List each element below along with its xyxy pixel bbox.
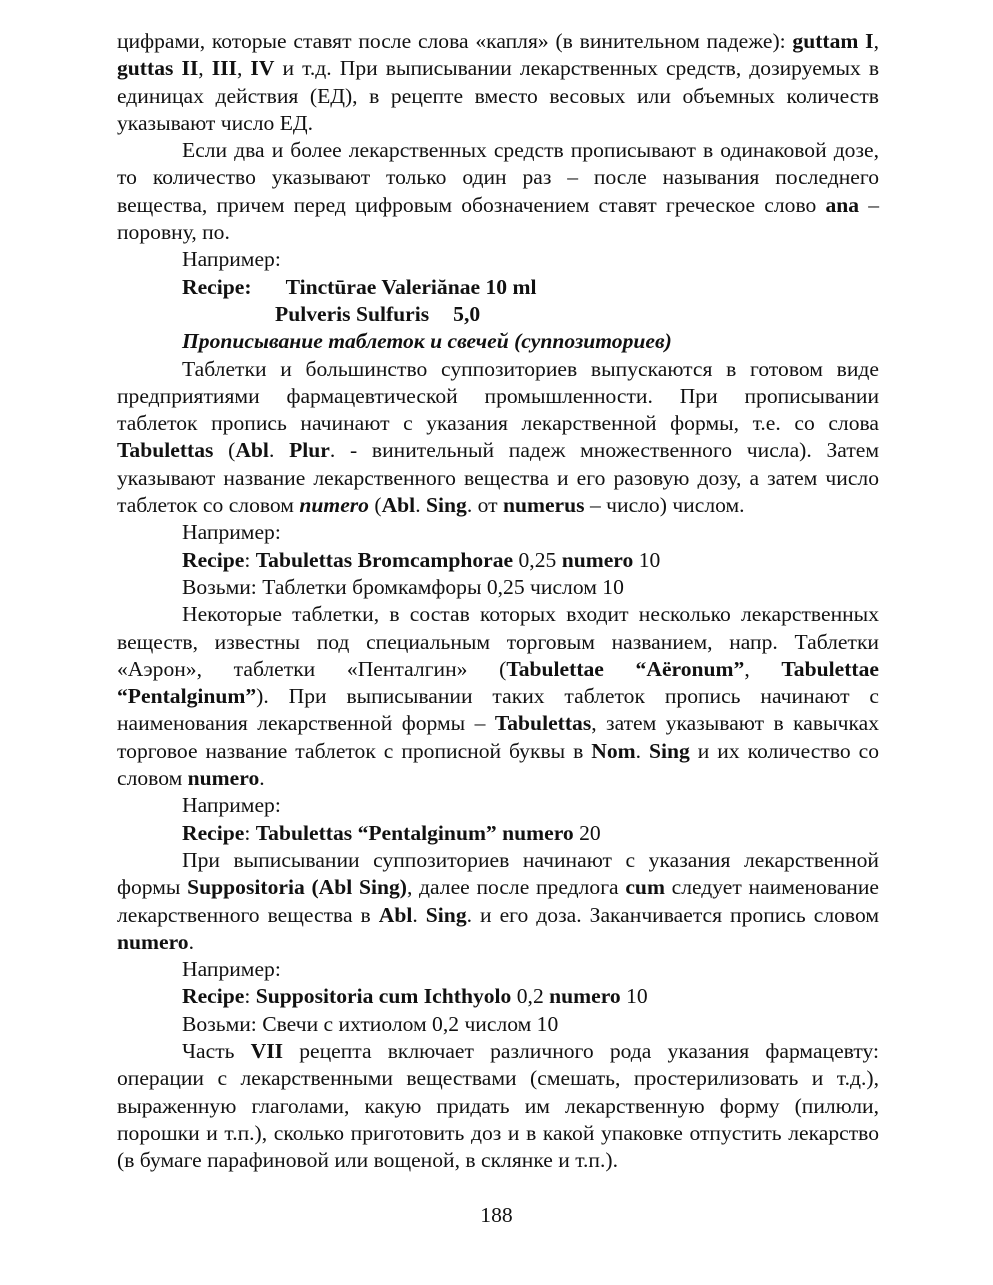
- paragraph-ana: Если два и более лекарственных средств прописывают в одинаковой дозе, то количество указывают только один раз – после называния последнего вещества, причем перед цифровым обозначением ставят греческое слово ana – поровну, по.: [117, 138, 879, 245]
- section-heading: Прописывание таблеток и свечей (суппозиториев): [182, 329, 672, 354]
- paragraph-tablets: Таблетки и большинство суппозиториев выпускаются в готовом виде предприятиями фармацевтической промышленности. При прописывании таблеток пропись начинают с указания лекарственной формы, т.е. со слова Tabulettas (Abl. Plur. - винительный падеж множественного числа). Затем указывают название лекарственного вещества и его разовую дозу, а затем число таблеток со словом numero (Abl. Sing. от numerus – число) числом.: [117, 356, 880, 518]
- page-number: 188: [480, 1203, 513, 1227]
- recipe-line: Recipe: Suppositoria cum Ichthyolo 0,2 numero 10: [182, 984, 648, 1009]
- paragraph-suppositories: При выписывании суппозиториев начинают с указания лекарственной формы Suppositoria (Abl Sing), далее после предлога cum следует наименование лекарственного вещества в Abl. Sing. и его доза. Заканчивается пропись словом numero.: [117, 847, 880, 954]
- recipe-translation: Возьми: Свечи с ихтиолом 0,2 числом 10: [182, 1011, 559, 1036]
- paragraph-drops: цифрами, которые ставят после слова «капля» (в винительном падеже): guttam I, guttas II, III, IV и т.д. При выписывании лекарственных средств, дозируемых в единицах действия (ЕД), в рецепте вместо весовых или объемных количеств указывают число ЕД.: [117, 29, 880, 135]
- recipe-line: Recipe: Tabulettas Bromcamphorae 0,25 numero 10: [182, 547, 661, 572]
- recipe-line: Pulveris Sulfuris 5,0: [275, 301, 481, 326]
- paragraph-part-seven: Часть VII рецепта включает различного рода указания фармацевту: операции с лекарственными веществами (смешать, простерилизовать и т.д.), выраженную глаголами, какую придать им лекарственную форму (пилюли, порошки и т.п.), сколько приготовить доз и в какой упаковке отпустить лекарство (в бумаге парафиновой или вощеной, в склянке и т.п.).: [117, 1038, 879, 1173]
- body-text: [117, 28, 879, 1174]
- recipe-line: Recipe: Tabulettas “Pentalginum” numero 20: [182, 820, 601, 845]
- example-label: Например:: [182, 247, 281, 272]
- paragraph-trade-names: Некоторые таблетки, в состав которых входит несколько лекарственных веществ, известны под специальным торговым названием, напр. Таблетки «Аэрон», таблетки «Пенталгин» (Tabulettae “Aёronum”, Tabulettae “Pentalginum”). При выписывании таких таблеток пропись начинают с наименования лекарственной формы – Tabulettas, затем указывают в кавычках торговое название таблеток с прописной буквы в Nom. Sing и их количество со словом numero.: [117, 602, 879, 791]
- example-label: Например:: [182, 520, 281, 545]
- example-label: Например:: [182, 957, 281, 982]
- recipe-translation: Возьми: Таблетки бромкамфоры 0,25 числом 10: [182, 574, 624, 599]
- example-label: Например:: [182, 793, 281, 818]
- recipe-line: Recipe: Tinctūrae Valeriănae 10 ml: [182, 274, 537, 299]
